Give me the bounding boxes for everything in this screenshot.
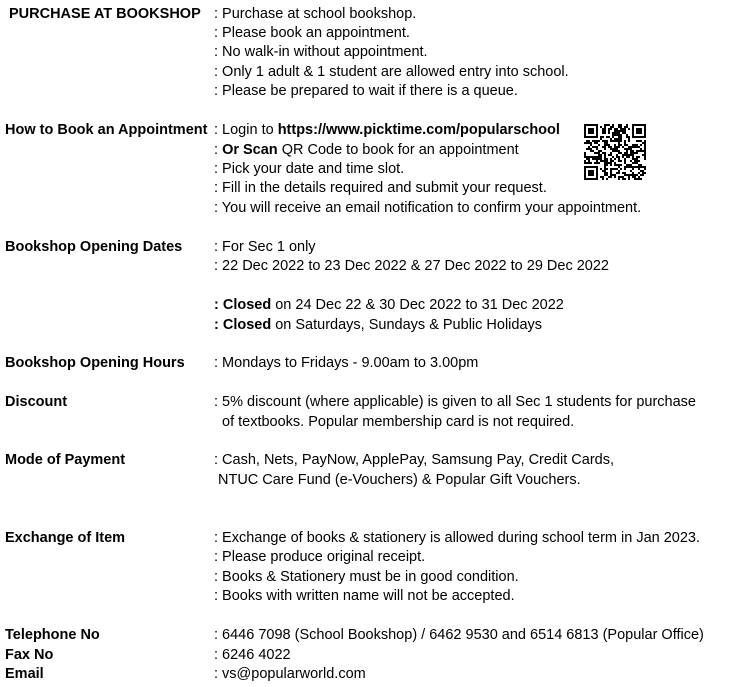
purchase-line: : Purchase at school bookshop. [214, 6, 417, 22]
dates-line: : 22 Dec 2022 to 23 Dec 2022 & 27 Dec 2022 to 29 Dec 2022 [214, 258, 609, 274]
closed-rest: on Saturdays, Sundays & Public Holidays [271, 317, 543, 333]
hours-line: : Mondays to Fridays - 9.00am to 3.00pm [214, 355, 479, 371]
closed-line [214, 297, 564, 313]
telephone-label: Telephone No [5, 627, 100, 643]
dates-label: Bookshop Opening Dates [5, 239, 183, 255]
hours-label: Bookshop Opening Hours [5, 355, 185, 371]
telephone-value: : 6446 7098 (School Bookshop) / 6462 9530 and 6514 6813 (Popular Office) [214, 627, 704, 643]
purchase-line: : Only 1 adult & 1 student are allowed entry into school. [214, 64, 569, 80]
purchase-label: PURCHASE AT BOOKSHOP [9, 6, 201, 22]
booking-scan-line [214, 142, 519, 158]
closed-word: Closed [222, 297, 272, 313]
closed-prefix: : [214, 297, 223, 313]
closed-word: Closed [222, 317, 272, 333]
booking-login-line [214, 122, 560, 138]
discount-line: of textbooks. Popular membership card is not required. [222, 414, 575, 430]
purchase-line: : Please book an appointment. [214, 25, 410, 41]
payment-label: Mode of Payment [5, 452, 126, 468]
closed-line [214, 317, 542, 333]
booking-line: : Pick your date and time slot. [214, 161, 405, 177]
email-value[interactable]: : vs@popularworld.com [214, 666, 366, 682]
booking-url-link[interactable]: https://www.picktime.com/popularschool [277, 122, 560, 138]
login-prefix: : Login to [214, 122, 278, 138]
purchase-line: : Please be prepared to wait if there is a queue. [214, 83, 518, 99]
exchange-label: Exchange of Item [5, 530, 126, 546]
payment-line: NTUC Care Fund (e-Vouchers) & Popular Gift Vouchers. [218, 472, 581, 488]
email-label: Email [5, 666, 44, 682]
exchange-line: : Books & Stationery must be in good condition. [214, 569, 519, 585]
fax-label: Fax No [5, 647, 54, 663]
exchange-line: : Exchange of books & stationery is allowed during school term in Jan 2023. [214, 530, 701, 546]
qr-code-icon[interactable] [584, 124, 646, 180]
closed-prefix: : [214, 317, 223, 333]
exchange-line: : Please produce original receipt. [214, 549, 426, 565]
discount-label: Discount [5, 394, 68, 410]
payment-line: : Cash, Nets, PayNow, ApplePay, Samsung Pay, Credit Cards, [214, 452, 615, 468]
scan-rest: QR Code to book for an appointment [277, 142, 519, 158]
fax-value: : 6246 4022 [214, 647, 291, 663]
booking-label: How to Book an Appointment [5, 122, 208, 138]
closed-rest: on 24 Dec 22 & 30 Dec 2022 to 31 Dec 2022 [271, 297, 564, 313]
booking-line: : You will receive an email notification to confirm your appointment. [214, 200, 642, 216]
exchange-line: : Books with written name will not be accepted. [214, 588, 515, 604]
discount-line: : 5% discount (where applicable) is given to all Sec 1 students for purchase [214, 394, 696, 410]
booking-line: : Fill in the details required and submit your request. [214, 180, 547, 196]
dates-line: : For Sec 1 only [214, 239, 316, 255]
scan-prefix: : [214, 142, 223, 158]
or-scan-text: Or Scan [222, 142, 278, 158]
purchase-line: : No walk-in without appointment. [214, 44, 428, 60]
